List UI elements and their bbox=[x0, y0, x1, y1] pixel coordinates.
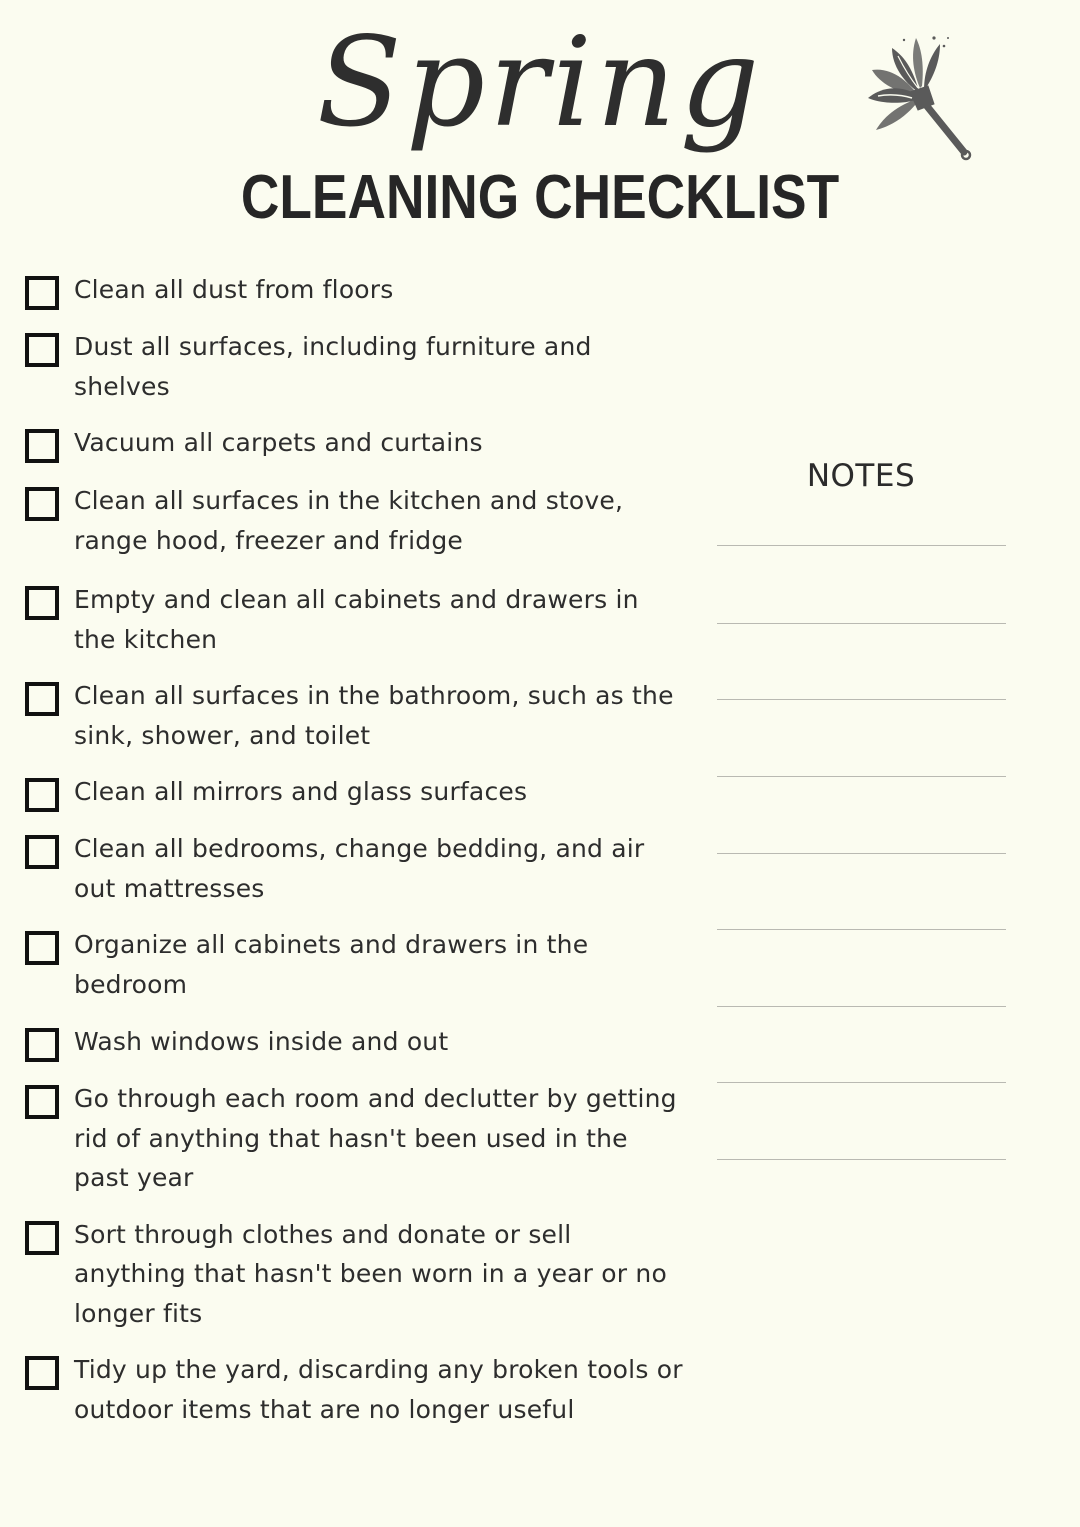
checklist-item-label: Clean all mirrors and glass surfaces bbox=[74, 777, 528, 806]
checkbox[interactable] bbox=[25, 1221, 59, 1255]
note-line[interactable] bbox=[717, 776, 1006, 777]
checklist-item bbox=[25, 829, 685, 908]
checklist-item-label: Clean all dust from floors bbox=[74, 275, 394, 304]
checkbox[interactable] bbox=[25, 778, 59, 812]
note-line[interactable] bbox=[717, 1159, 1006, 1160]
notes-title: NOTES bbox=[806, 458, 916, 494]
checkbox[interactable] bbox=[25, 931, 59, 965]
page-title: CLEANING CHECKLIST bbox=[240, 163, 840, 232]
checkbox[interactable] bbox=[25, 1028, 59, 1062]
checklist-item-label: Sort through clothes and donate or sell anything that hasn't been worn in a year or no longer fits bbox=[74, 1219, 667, 1328]
cleaning-checklist bbox=[25, 270, 685, 1429]
checklist-item bbox=[25, 925, 685, 1004]
checkbox[interactable] bbox=[25, 333, 59, 367]
checklist-item-label: Clean all surfaces in the bathroom, such as the sink, shower, and toilet bbox=[74, 681, 674, 750]
checklist-item bbox=[25, 270, 685, 310]
checklist-item-label: Wash windows inside and out bbox=[74, 1027, 449, 1056]
checklist-item bbox=[25, 1350, 685, 1429]
note-line[interactable] bbox=[717, 545, 1006, 546]
note-line[interactable] bbox=[717, 623, 1006, 624]
checklist-item bbox=[25, 1079, 685, 1198]
checkbox[interactable] bbox=[25, 487, 59, 521]
checkbox[interactable] bbox=[25, 835, 59, 869]
title-script: Spring bbox=[316, 11, 764, 155]
checklist-item bbox=[25, 676, 685, 755]
note-line[interactable] bbox=[717, 1082, 1006, 1083]
checklist-item bbox=[25, 772, 685, 812]
note-line[interactable] bbox=[717, 853, 1006, 854]
checkbox[interactable] bbox=[25, 276, 59, 310]
checklist-item bbox=[25, 580, 685, 659]
checklist-item-label: Tidy up the yard, discarding any broken tools or outdoor items that are no longer useful bbox=[74, 1355, 683, 1424]
checkbox[interactable] bbox=[25, 429, 59, 463]
checklist-item bbox=[25, 1022, 685, 1062]
note-line[interactable] bbox=[717, 1006, 1006, 1007]
checklist-item-label: Empty and clean all cabinets and drawers in the kitchen bbox=[74, 585, 639, 654]
checklist-item-label: Vacuum all carpets and curtains bbox=[74, 428, 483, 457]
checklist-item-label: Dust all surfaces, including furniture and shelves bbox=[74, 332, 592, 401]
note-line[interactable] bbox=[717, 699, 1006, 700]
checklist-item-label: Organize all cabinets and drawers in the bedroom bbox=[74, 930, 589, 999]
feather-duster-icon bbox=[858, 34, 978, 162]
checklist-item-label: Go through each room and declutter by getting rid of anything that hasn't been used in the past year bbox=[74, 1084, 677, 1192]
checklist-item bbox=[25, 327, 685, 406]
checklist-item bbox=[25, 1215, 685, 1334]
note-line[interactable] bbox=[717, 929, 1006, 930]
checkbox[interactable] bbox=[25, 586, 59, 620]
checklist-item-label: Clean all bedrooms, change bedding, and air out mattresses bbox=[74, 834, 645, 903]
checkbox[interactable] bbox=[25, 1356, 59, 1390]
checkbox[interactable] bbox=[25, 682, 59, 716]
checklist-item bbox=[25, 423, 685, 463]
checklist-item bbox=[25, 481, 685, 560]
checkbox[interactable] bbox=[25, 1085, 59, 1119]
checklist-item-label: Clean all surfaces in the kitchen and stove, range hood, freezer and fridge bbox=[74, 486, 624, 555]
